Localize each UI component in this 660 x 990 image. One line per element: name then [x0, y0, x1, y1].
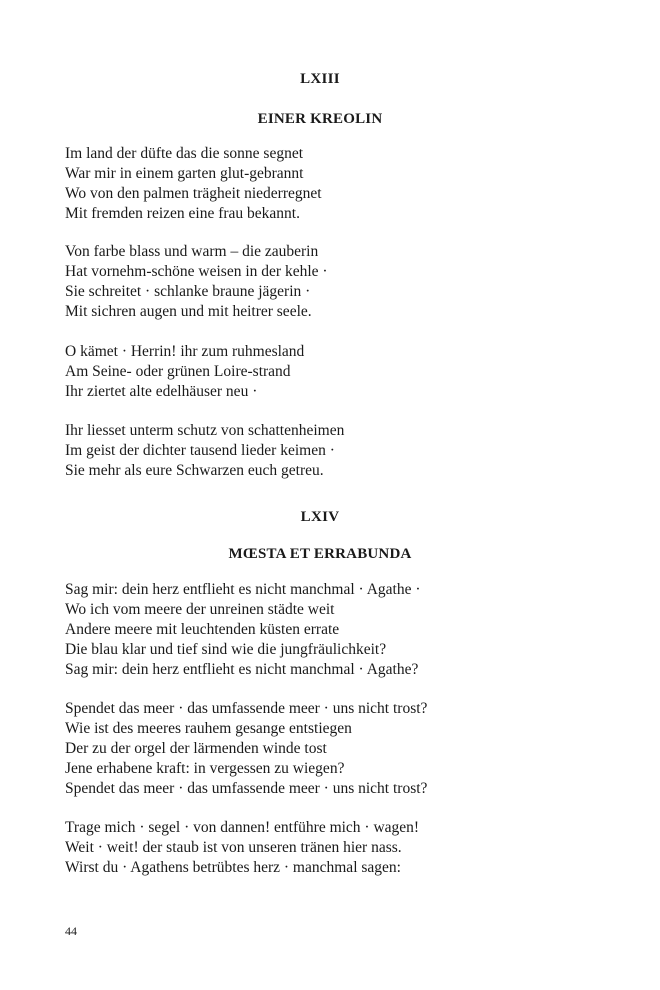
verse-line: Spendet das meer · das umfassende meer · uns nicht trost? — [65, 780, 428, 797]
verse-line: Weit · weit! der staub ist von unseren tränen hier nass. — [65, 839, 402, 856]
stanza — [65, 421, 575, 481]
verse-line: Sie mehr als eure Schwarzen euch getreu. — [65, 462, 324, 479]
verse-line: Ihr ziertet alte edelhäuser neu · — [65, 383, 258, 400]
verse-line: Ihr liesset unterm schutz von schattenheimen — [65, 422, 345, 439]
verse-line: Wirst du · Agathens betrübtes herz · manchmal sagen: — [65, 859, 401, 876]
poem-title: MŒSTA ET ERRABUNDA — [228, 546, 412, 562]
verse-line: Trage mich · segel · von dannen! entführe mich · wagen! — [65, 819, 420, 836]
verse-line: Hat vornehm-schöne weisen in der kehle · — [65, 263, 328, 280]
stanza — [65, 580, 575, 680]
verse-line: Andere meere mit leuchtenden küsten errate — [65, 621, 340, 638]
verse-line: Wo ich vom meere der unreinen städte weit — [65, 601, 335, 618]
poem-number: LXIV — [300, 509, 340, 525]
verse-line: Mit fremden reizen eine frau bekannt. — [65, 205, 300, 222]
verse-line: Die blau klar und tief sind wie die jungfräulichkeit? — [65, 641, 387, 658]
verse-line: Wo von den palmen trägheit niederregnet — [65, 185, 322, 202]
verse-line: Mit sichren augen und mit heitrer seele. — [65, 303, 312, 320]
page-number: 44 — [65, 924, 77, 938]
verse-line: Jene erhabene kraft: in vergessen zu wiegen? — [65, 760, 345, 777]
stanza — [65, 342, 575, 402]
verse-line: Sag mir: dein herz entflieht es nicht manchmal · Agathe? — [65, 661, 419, 678]
poem-number: LXIII — [300, 71, 340, 87]
verse-line: Sie schreitet · schlanke braune jägerin · — [65, 283, 311, 300]
poem-title: EINER KREOLIN — [257, 111, 383, 127]
verse-line: War mir in einem garten glut-gebrannt — [65, 165, 304, 182]
stanza — [65, 144, 575, 224]
stanza — [65, 242, 575, 322]
verse-line: Am Seine- oder grünen Loire-strand — [65, 363, 291, 380]
verse-line: Sag mir: dein herz entflieht es nicht manchmal · Agathe · — [65, 581, 421, 598]
stanza — [65, 818, 575, 878]
verse-line: Von farbe blass und warm – die zauberin — [65, 243, 319, 260]
verse-line: Der zu der orgel der lärmenden winde tost — [65, 740, 327, 757]
verse-line: Im land der düfte das die sonne segnet — [65, 145, 304, 162]
verse-line: Wie ist des meeres rauhem gesange entstiegen — [65, 720, 352, 737]
book-page — [65, 0, 575, 990]
verse-line: Spendet das meer · das umfassende meer · uns nicht trost? — [65, 700, 428, 717]
verse-line: O kämet · Herrin! ihr zum ruhmesland — [65, 343, 305, 360]
stanza — [65, 699, 575, 799]
verse-line: Im geist der dichter tausend lieder keimen · — [65, 442, 335, 459]
